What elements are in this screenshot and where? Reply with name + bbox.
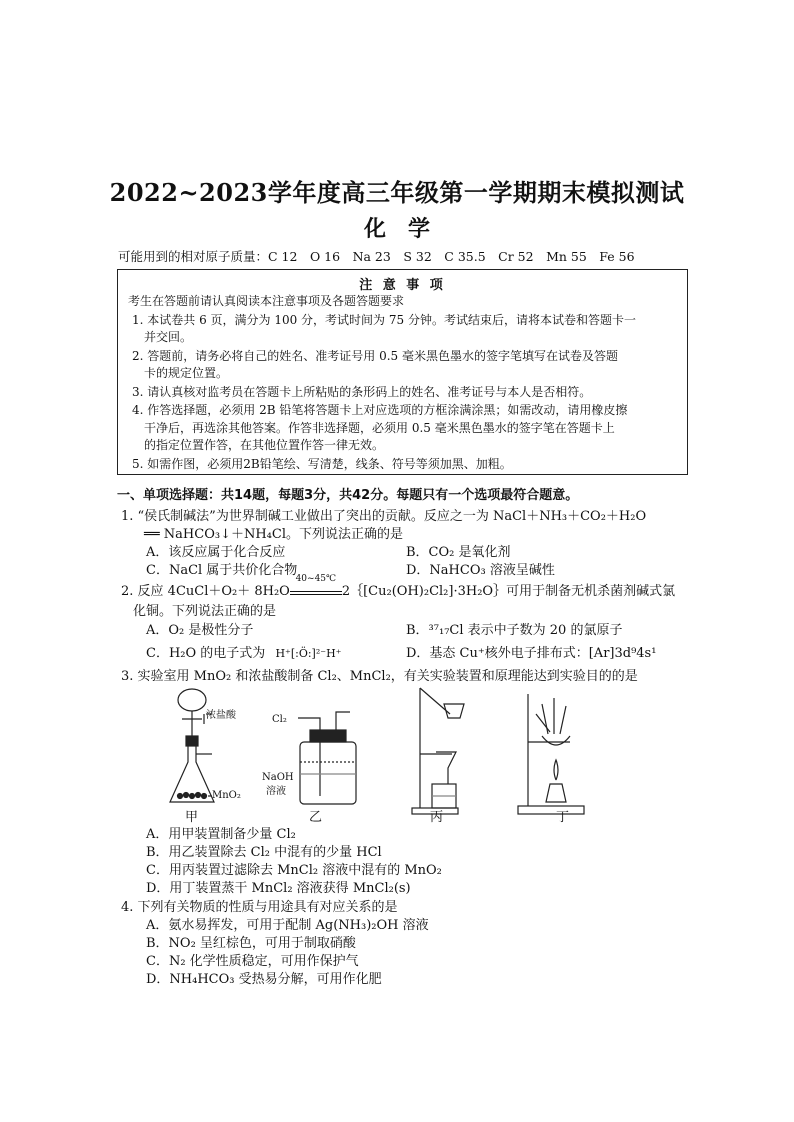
apparatus-ding — [518, 694, 584, 814]
notice-line: 1. 本试卷共 6 页，满分为 100 分，考试时间为 75 分钟。考试结束后，请将本试卷和答题卡一 — [132, 313, 636, 327]
label-mno2: MnO₂ — [212, 790, 241, 801]
q4-option-b: B．NO₂ 呈红棕色，可用于制取硝酸 — [146, 936, 356, 951]
q1-option-c: C．NaCl 属于共价化合物 — [146, 563, 298, 578]
q3-option-a: A．用甲装置制备少量 Cl₂ — [146, 827, 296, 842]
atomic-masses: 可能用到的相对原子质量：C 12 O 16 Na 23 S 32 C 35.5 Cr 52 Mn 55 Fe 56 — [118, 249, 635, 264]
apparatus-yi — [298, 712, 356, 804]
q2-stem-part2: 2｛[Cu₂(OH)₂Cl₂]·3H₂O｝可用于制备无机杀菌剂碱式氯 — [341, 584, 676, 599]
label-naoh: NaOH — [262, 772, 294, 783]
q2-stem-2: 化铜。下列说法正确的是 — [133, 604, 277, 619]
water-electron-formula: H⁺[:Ö:]²⁻H⁺ — [275, 647, 342, 660]
q1-option-a: A．该反应属于化合反应 — [146, 545, 286, 560]
q3-option-c: C．用丙装置过滤除去 MnCl₂ 溶液中混有的 MnO₂ — [146, 863, 442, 878]
notice-line: 并交回。 — [132, 330, 193, 344]
apparatus-diagram — [150, 684, 620, 824]
caption-bing: 丙 — [430, 810, 444, 825]
notice-line: 4. 作答选择题，必须用 2B 铅笔将答题卡上对应选项的方框涂满涂黑；如需改动，请用橡皮擦 — [132, 403, 628, 417]
q1-stem-2: ══ NaHCO₃↓＋NH₄Cl。下列说法正确的是 — [144, 527, 403, 542]
q4-option-c: C．N₂ 化学性质稳定，可用作保护气 — [146, 954, 359, 969]
notice-line: 3. 请认真核对监考员在答题卡上所粘贴的条形码上的姓名、准考证号与本人是否相符。 — [132, 385, 592, 399]
notice-box — [117, 269, 688, 475]
notice-line: 的指定位置作答，在其他位置作答一律无效。 — [132, 438, 385, 452]
label-solution: 溶液 — [266, 786, 286, 797]
q4-stem: 4. 下列有关物质的性质与用途具有对应关系的是 — [121, 900, 398, 915]
apparatus-jia — [170, 689, 214, 802]
notice-line: 2. 答题前，请务必将自己的姓名、准考证号用 0.5 毫米黑色墨水的签字笔填写在试卷及答题 — [132, 349, 618, 363]
subject-title: 化 学 — [363, 216, 430, 242]
caption-yi: 乙 — [309, 810, 323, 825]
q2-condition — [290, 574, 342, 595]
q2-option-c-text: C．H₂O 的电子式为 — [146, 646, 266, 661]
q2-stem — [121, 574, 676, 599]
notice-line: 考生在答题前请认真阅读本注意事项及各题答题要求 — [128, 294, 405, 308]
q4-option-a: A．氨水易挥发，可用于配制 Ag(NH₃)₂OH 溶液 — [146, 918, 429, 933]
label-concentrated-hcl: 浓盐酸 — [206, 710, 236, 721]
q1-option-b: B．CO₂ 是氧化剂 — [406, 545, 511, 560]
q3-option-b: B．用乙装置除去 Cl₂ 中混有的少量 HCl — [146, 845, 382, 860]
label-cl2: Cl₂ — [272, 714, 287, 725]
q1-stem: 1. “侯氏制碱法”为世界制碱工业做出了突出的贡献。反应之一为 NaCl＋NH₃＋CO₂＋H₂O — [121, 509, 647, 524]
apparatus-bing — [412, 688, 464, 814]
q2-option-c — [146, 642, 341, 661]
notice-title: 注 意 事 项 — [359, 278, 446, 293]
q2-equal-sign — [290, 591, 342, 595]
q3-stem: 3. 实验室用 MnO₂ 和浓盐酸制备 Cl₂、MnCl₂，有关实验装置和原理能达到实验目的的是 — [121, 669, 638, 684]
q2-condition-text: 40~45℃ — [295, 574, 337, 584]
exam-title: 2022~2023学年度高三年级第一学期期末模拟测试 — [109, 178, 685, 207]
caption-ding: 丁 — [556, 810, 570, 825]
q2-option-b: B．³⁷₁₇Cl 表示中子数为 20 的氯原子 — [406, 623, 623, 638]
q3-option-d: D．用丁装置蒸干 MnCl₂ 溶液获得 MnCl₂(s) — [146, 881, 411, 896]
caption-jia: 甲 — [185, 810, 199, 825]
notice-line: 卡的规定位置。 — [132, 366, 229, 380]
notice-line: 干净后，再选涂其他答案。作答非选择题，必须用 0.5 毫米黑色墨水的签字笔在答题卡上 — [132, 421, 615, 435]
q2-option-d: D．基态 Cu⁺核外电子排布式：[Ar]3d⁹4s¹ — [406, 646, 657, 661]
q4-option-d: D．NH₄HCO₃ 受热易分解，可用作化肥 — [146, 972, 382, 987]
q1-option-d: D．NaHCO₃ 溶液呈碱性 — [406, 563, 555, 578]
section-heading: 一、单项选择题：共14题，每题3分，共42分。每题只有一个选项最符合题意。 — [117, 488, 579, 503]
q2-stem-part1: 2. 反应 4CuCl＋O₂＋ 8H₂O — [121, 584, 290, 599]
q2-option-a: A．O₂ 是极性分子 — [146, 623, 254, 638]
notice-line: 5. 如需作图，必须用2B铅笔绘、写清楚，线条、符号等须加黑、加粗。 — [132, 457, 512, 471]
